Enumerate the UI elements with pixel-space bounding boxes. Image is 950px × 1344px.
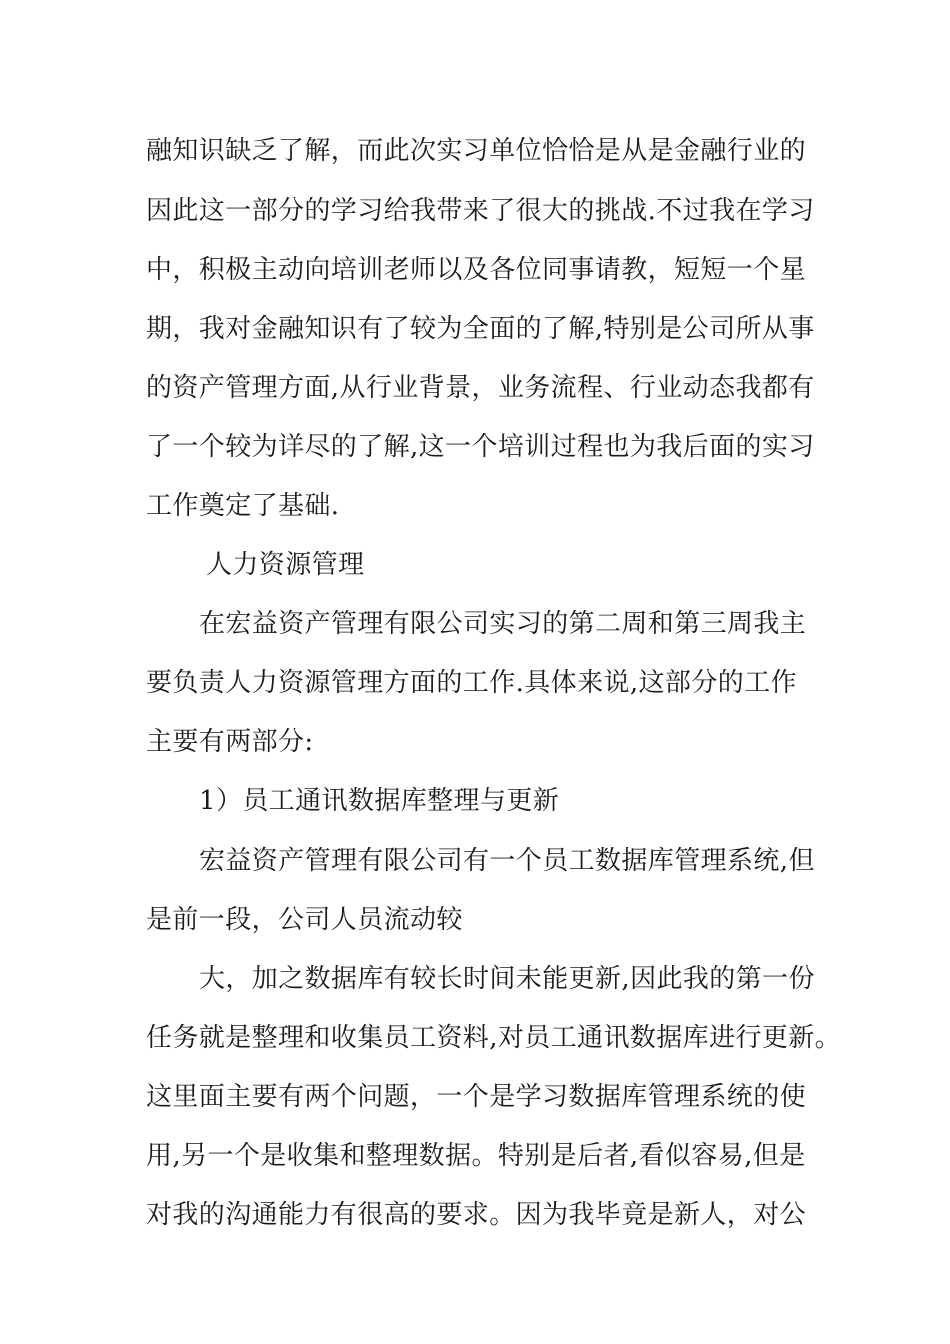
- subheading: 1）员工通讯数据库整理与更新: [199, 786, 560, 816]
- paragraph-line: 任务就是整理和收集员工资料,对员工通讯数据库进行更新。: [146, 1023, 842, 1053]
- paragraph-line: 的资产管理方面,从行业背景，业务流程、行业动态我都有: [146, 373, 815, 403]
- paragraph-line: 宏益资产管理有限公司有一个员工数据库管理系统,但: [199, 846, 815, 876]
- paragraph-line: 在宏益资产管理有限公司实习的第二周和第三周我主: [199, 609, 807, 639]
- paragraph-line: 中，积极主动向培训老师以及各位同事请教，短短一个星: [146, 255, 807, 285]
- paragraph-line: 是前一段，公司人员流动较: [146, 905, 463, 935]
- paragraph-line: 用,另一个是收集和整理数据。特别是后者,看似容易,但是: [146, 1141, 806, 1171]
- paragraph-line: 主要有两部分:: [146, 727, 314, 757]
- paragraph-line: 期，我对金融知识有了较为全面的了解,特别是公司所从事: [146, 314, 815, 344]
- paragraph-line: 融知识缺乏了解，而此次实习单位恰恰是从是金融行业的: [146, 136, 807, 166]
- section-heading: 人力资源管理: [206, 550, 365, 580]
- paragraph-line: 对我的沟通能力有很高的要求。因为我毕竟是新人，对公: [146, 1200, 807, 1230]
- paragraph-line: 要负责人力资源管理方面的工作.具体来说,这部分的工作: [146, 668, 797, 698]
- paragraph-line: 因此这一部分的学习给我带来了很大的挑战.不过我在学习: [146, 196, 815, 226]
- paragraph-line: 这里面主要有两个问题，一个是学习数据库管理系统的使: [146, 1082, 807, 1112]
- paragraph-line: 工作奠定了基础.: [146, 491, 340, 521]
- paragraph-line: 大，加之数据库有较长时间未能更新,因此我的第一份: [199, 964, 815, 994]
- paragraph-line: 了一个较为详尽的了解,这一个培训过程也为我后面的实习: [146, 432, 815, 462]
